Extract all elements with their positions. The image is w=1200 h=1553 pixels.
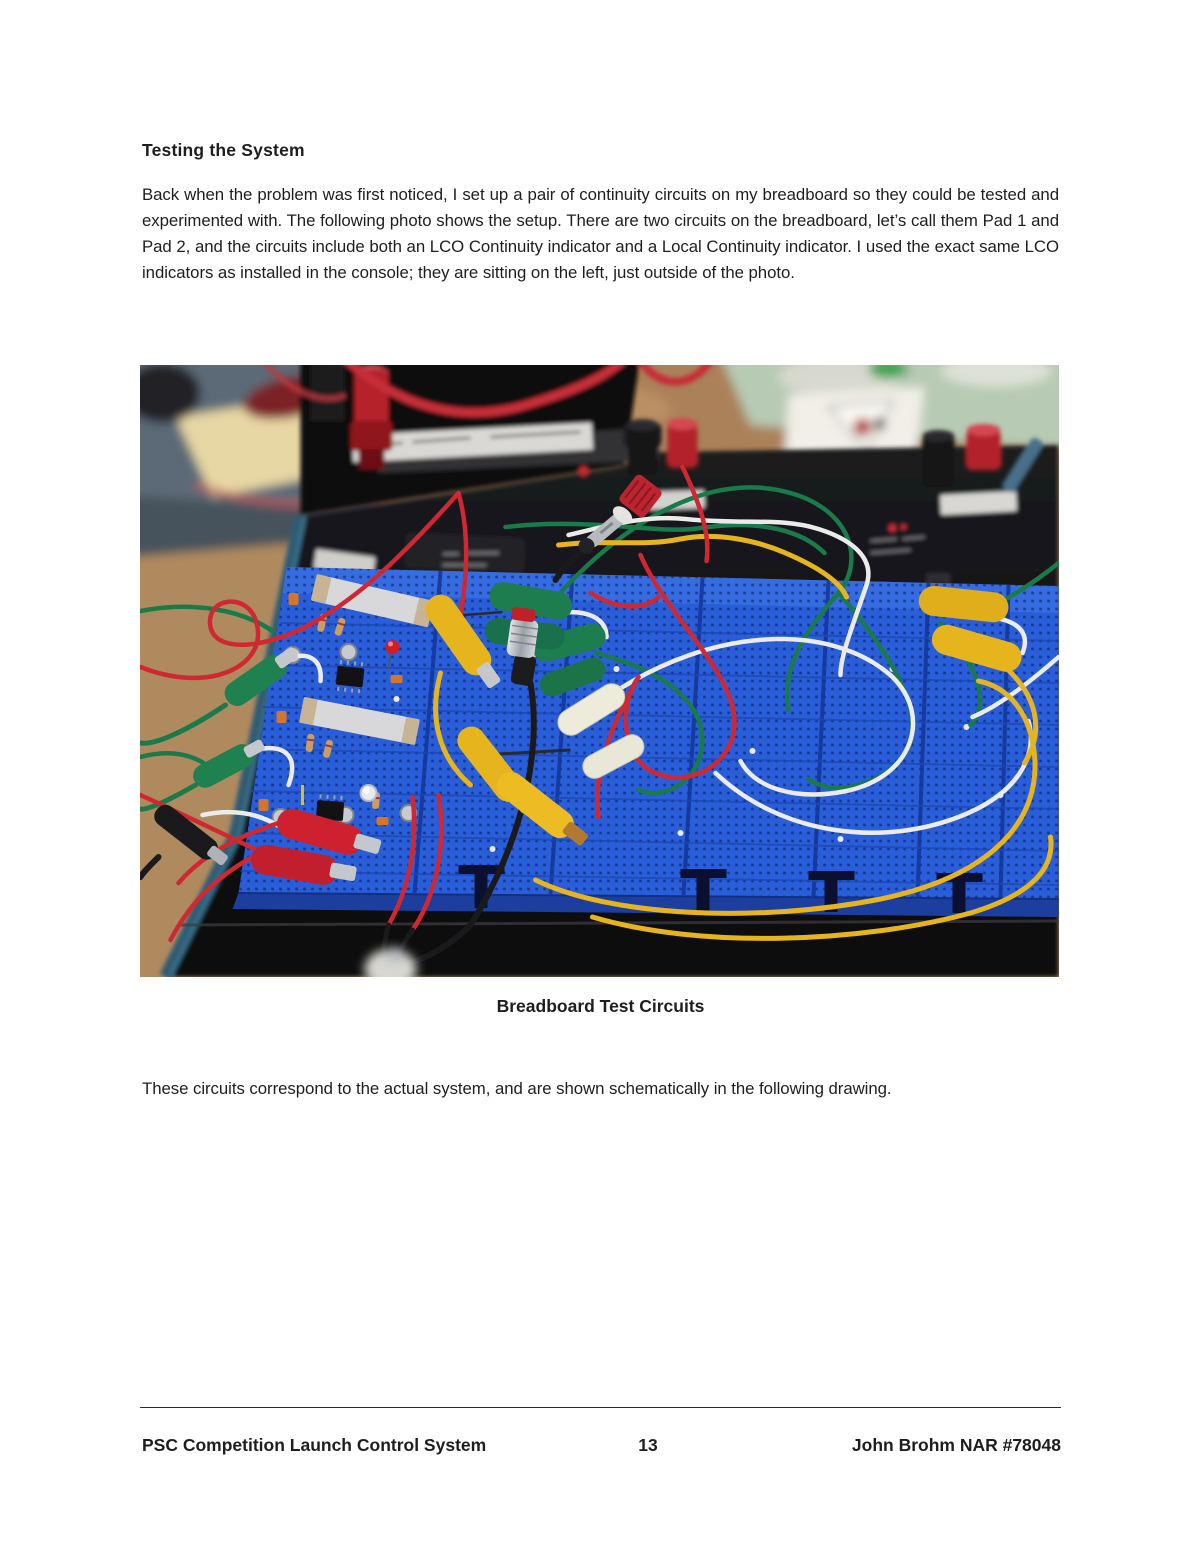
closing-paragraph: These circuits correspond to the actual system, and are shown schematically in the following drawing. — [142, 1079, 892, 1098]
photo-caption: Breadboard Test Circuits — [496, 996, 705, 1016]
body-paragraph: Back when the problem was first noticed, I set up a pair of continuity circuits on my breadboard so they could be tested and experimented with. The following photo shows the setup. There are two circuits on the breadboard, let’s call them Pad 1 and Pad 2, and the circuits include both an LCO Continuity indicator and a Local Continuity indicator. I used the exact same LCO indicators as installed in the console; they are sitting on the left, just outside of the photo. — [142, 185, 1059, 282]
footer-author: John Brohm NAR #78048 — [851, 1435, 1061, 1455]
footer-document-title: PSC Competition Launch Control System — [142, 1435, 487, 1455]
footer-divider — [140, 1407, 1061, 1408]
footer-page-number: 13 — [638, 1435, 658, 1455]
breadboard-photo — [140, 365, 1059, 977]
section-heading: Testing the System — [142, 140, 305, 160]
breadboard-photo-illustration — [140, 365, 1059, 977]
